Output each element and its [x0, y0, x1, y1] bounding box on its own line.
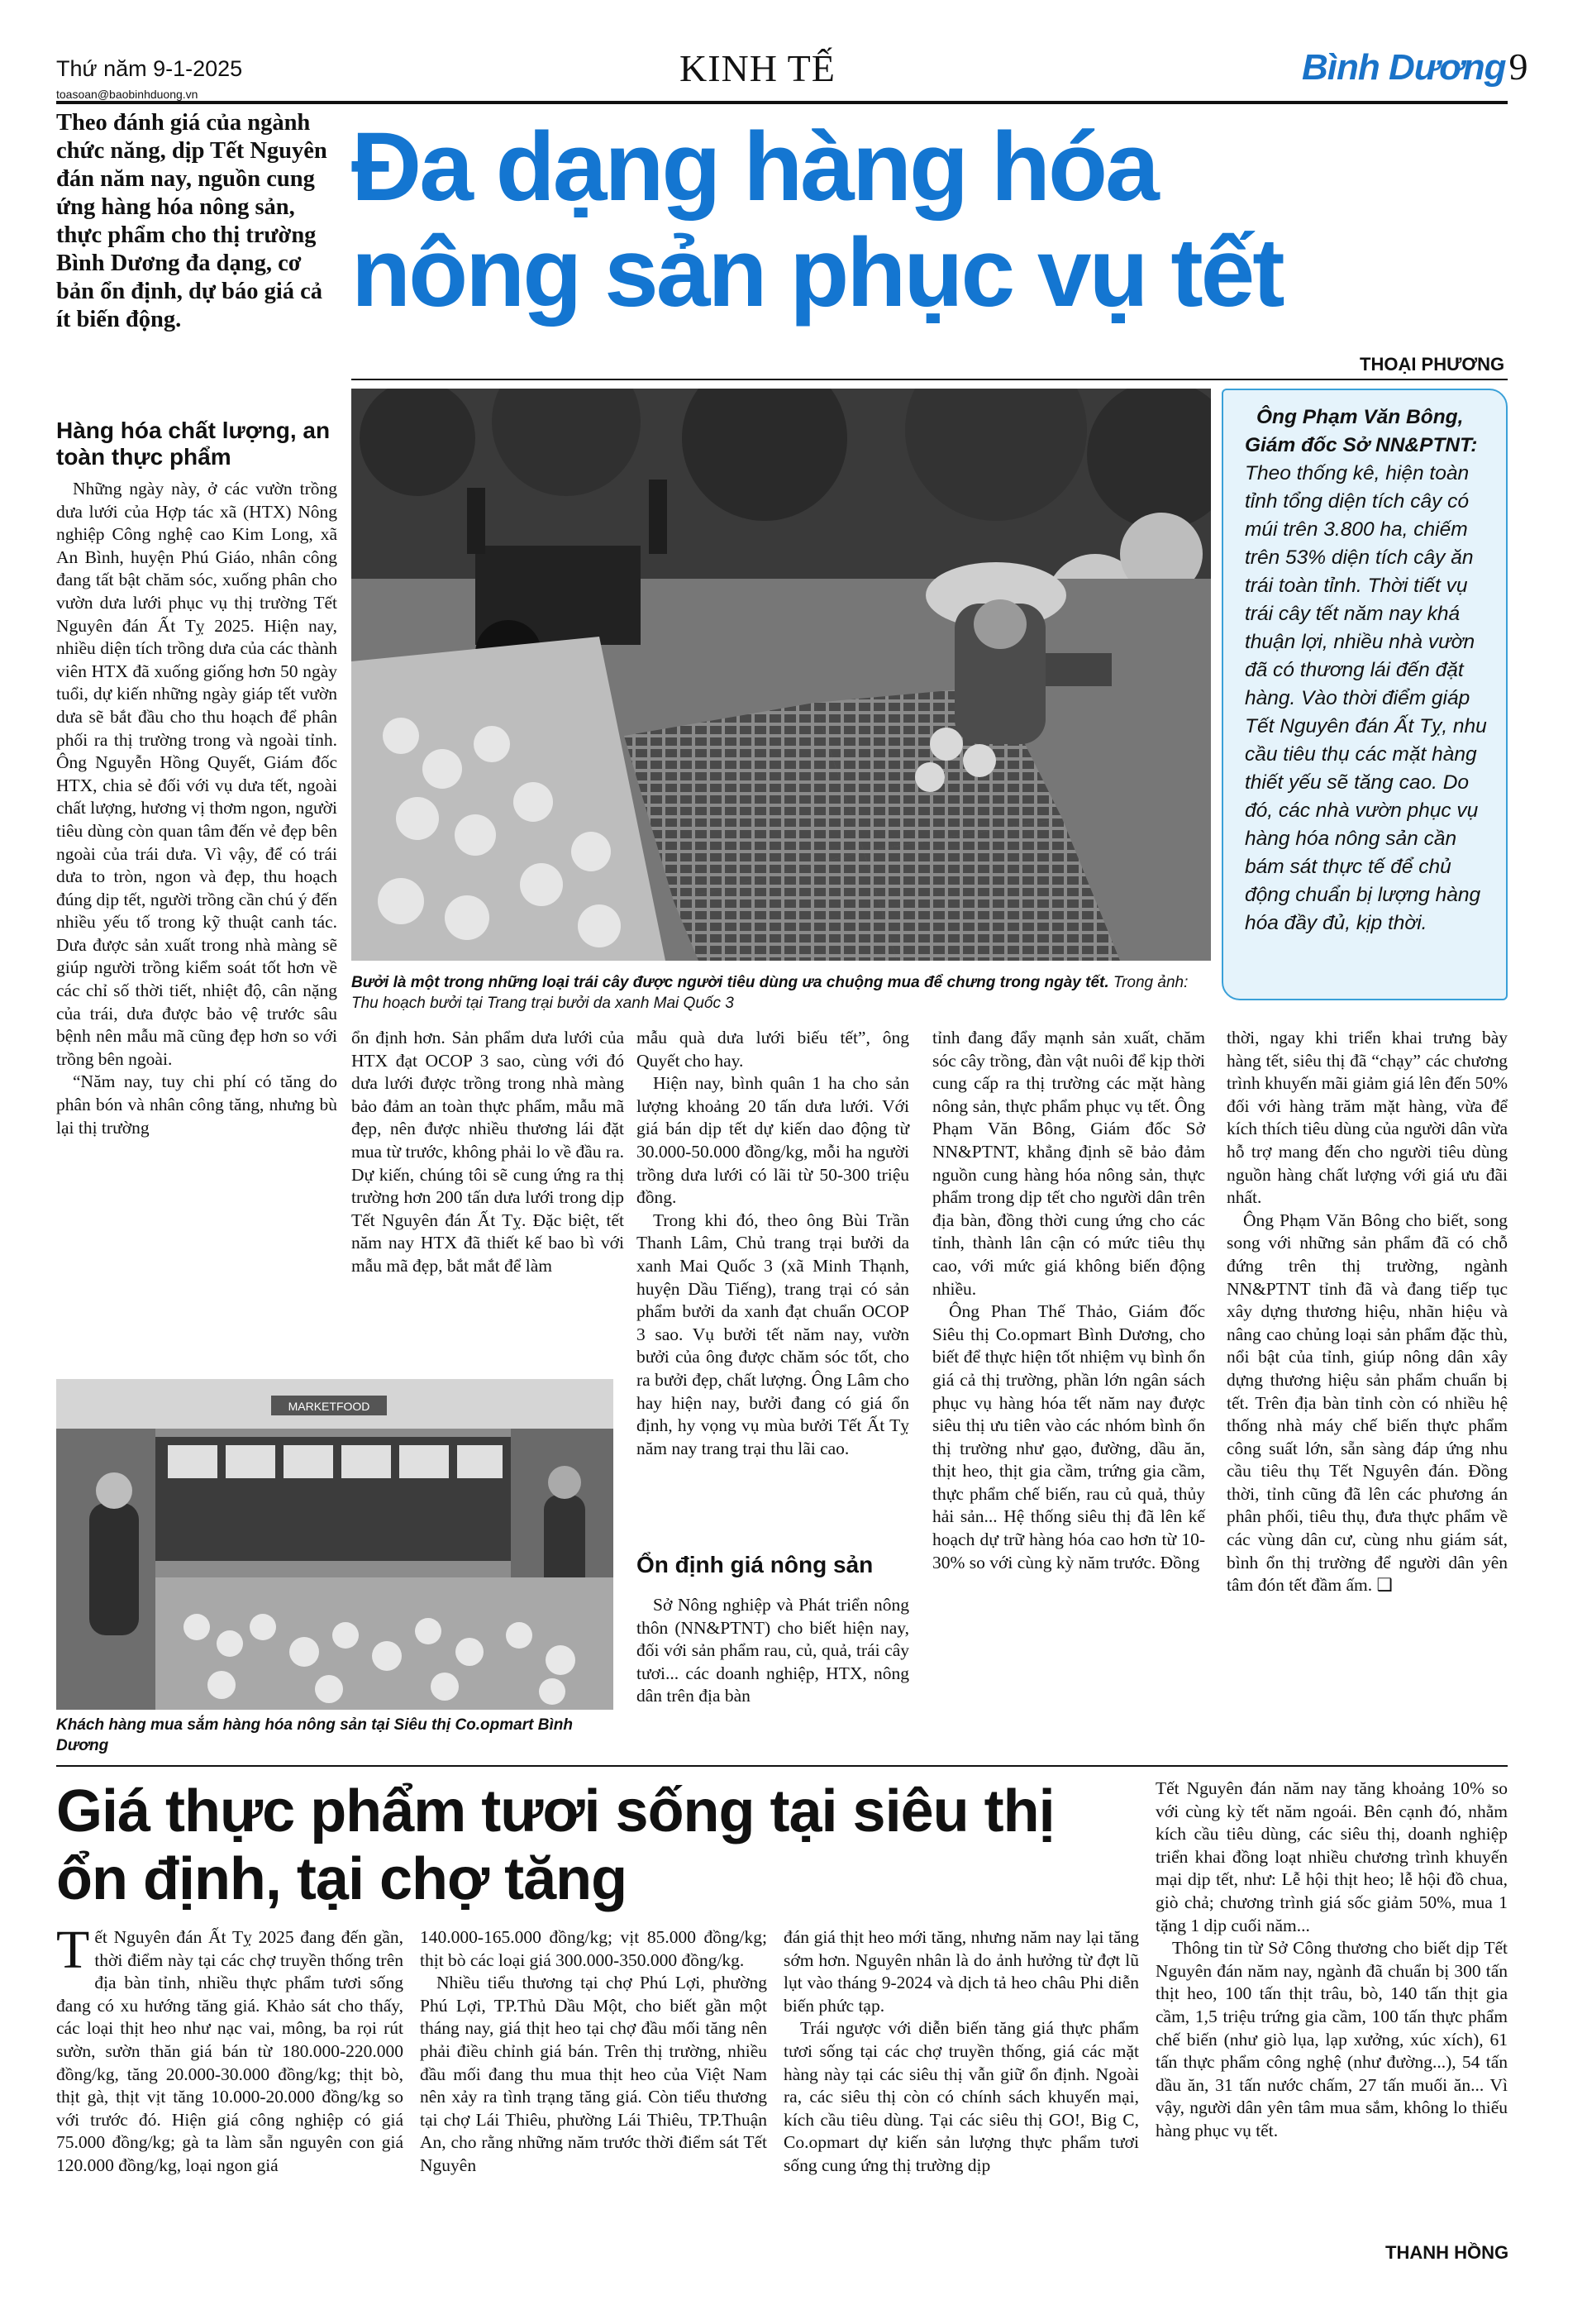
article2-byline: THANH HỒNG [1385, 2242, 1509, 2263]
paragraph: Những ngày này, ở các vườn trồng dưa lưới của Hợp tác xã (HTX) Nông nghiệp Công nghệ cao Kim Long, xã An Bình, huyện Phú Giáo, nhân công đang tất bật chăm sóc, xuống phân cho vườn dưa lưới phục vụ thị trường Tết Nguyên đán Ất Tỵ 2025. Hiện nay, nhiều diện tích trồng dưa của các thành viên HTX đã xuống giống hơn 50 ngày tuổi, dự kiến những ngày giáp tết vườn dưa sẽ bắt đầu cho thu hoạch để phân phối ra thị trường trong và ngoài tỉnh. Ông Nguyễn Hồng Quyết, Giám đốc HTX, chia sẻ đối với vụ dưa tết, ngoài chất lượng, hương vị thơm ngon, người tiêu dùng còn quan tâm đến vẻ đẹp bên ngoài của trái dưa. Vì vậy, để có trái dưa to tròn, ngon và đẹp, thu hoạch đúng dịp tết, người trồng cần chú ý đến nhiều yếu tố trong kỹ thuật canh tác. Dưa được sản xuất trong nhà màng sẽ giúp người trồng kiểm soát tốt hơn về các chỉ số thời tiết, nhiệt độ, cân nặng của trái, dưa được bảo vệ trước sâu bệnh nên mẫu mã cũng đẹp hơn so với trồng bên ngoài. [56, 479, 337, 1069]
article1-col1 [56, 478, 337, 1139]
paragraph: đán giá thịt heo mới tăng, nhưng năm nay lại tăng sớm hơn. Nguyên nhân là do ảnh hưởng từ đợt lũ lụt vào tháng 9-2024 và dịch tả heo châu Phi diễn biến phức tạp. [784, 1927, 1139, 2016]
paragraph: Ông Phan Thế Thảo, Giám đốc Siêu thị Co.opmart Bình Dương, cho biết để thực hiện tốt nhiệm vụ bình ổn giá cả thị trường, phần lớn ngân sách phục vụ hàng hóa tết năm nay được siêu thị ưu tiên vào các nhóm bình ổn thị trường như gạo, đường, dầu ăn, thịt heo, thịt gia cầm, trứng gia cầm, thực phẩm chế biến, rau củ quả, thủy hải sản... Hệ thống siêu thị đã lên kế hoạch dự trữ hàng hóa cao hơn từ 10-30% so với cùng kỳ năm trước. Đồng [932, 1301, 1205, 1572]
drop-cap: T [56, 1920, 90, 1980]
photo1-caption [351, 972, 1211, 1014]
article1-title-line1: Đa dạng hàng hóa [351, 112, 1157, 222]
caption-rest: Trong ảnh: Thu hoạch bưởi tại Trang trại bưởi da xanh Mai Quốc 3 [351, 974, 1189, 1012]
paragraph: Hiện nay, bình quân 1 ha cho sản lượng khoảng 20 tấn dưa lưới. Với giá bán dịp tết dự kiến dao động từ 30.000-50.000 đồng/kg, mỗi ha người trồng dưa lưới có lãi từ 50-300 triệu đồng. [636, 1073, 909, 1208]
paragraph [56, 1920, 403, 2178]
article2-col2 [420, 1926, 767, 2178]
subheading-price-stability: Ổn định giá nông sản [636, 1552, 874, 1577]
paragraph: Thông tin từ Sở Công thương cho biết dịp Tết Nguyên đán năm nay, ngành đã chuẩn bị 300 tấn thịt heo, 100 tấn thịt trâu, bò, 140 tấn thịt gia cầm, 1,5 triệu trứng gia cầm, 100 tấn thực phẩm chế biến (như giò lụa, lạp xưởng, xúc xích), 61 tấn thực phẩm công nghệ (như đường...), 54 tấn dầu ăn, 31 tấn nước chấm, 27 tấn muối ăn... Vì vậy, người dân yên tâm mua sắm, không lo thiếu hàng phục vụ tết. [1156, 1938, 1508, 2140]
paragraph: Nhiều tiểu thương tại chợ Phú Lợi, phường Phú Lợi, TP.Thủ Dầu Một, cho biết gần một tháng nay, giá thịt heo tại chợ đầu mối tăng nên phải điều chỉnh giá bán. Trên thị trường, nhiều đầu mối đang thu mua thịt heo của Việt Nam nên xảy ra tình trạng tăng giá. Còn tiểu thương tại chợ Lái Thiêu, phường Lái Thiêu, TP.Thuận An, cho rằng những năm trước thời điểm sát Tết Nguyên [420, 1973, 767, 2175]
article1-byline: THOẠI PHƯƠNG [1360, 354, 1505, 375]
article2-col3 [784, 1926, 1139, 2178]
byline-rule [351, 379, 1508, 380]
article-separator [56, 1765, 1508, 1767]
photo2-caption [56, 1715, 613, 1756]
article2-col1 [56, 1920, 403, 2178]
paragraph-text: ết Nguyên đán Ất Tỵ 2025 đang đến gần, thời điểm này tại các chợ truyền thống trên địa bàn tỉnh, nhiều thực phẩm tươi sống đang có xu hướng tăng giá. Khảo sát cho thấy, các loại thịt heo như nạc vai, mông, ba rọi rút sườn, sườn thăn giá bán từ 180.000-220.000 đồng/kg, tăng 20.000-30.000 đồng/kg; thịt bò, thịt gà, thịt vịt tăng 10.000-20.000 đồng/kg so với trước đó. Hiện giá công nghiệp có giá 75.000 đồng/kg; gà ta làm sẵn nguyên con giá 120.000 đồng/kg, loại ngon giá [56, 1927, 403, 2175]
article2-col4 [1156, 1778, 1508, 2143]
article1-col3-cont [636, 1594, 909, 1708]
paragraph: Tết Nguyên đán năm nay tăng khoảng 10% so với cùng kỳ tết năm ngoái. Bên cạnh đó, nhằm kích cầu tiêu dùng, các siêu thị, doanh nghiệp triển khai đồng loạt nhiều chương trình khuyến mại dịp tết, như: Lễ hội thịt heo; lễ hội đồ chua, giò chả; chương trình giá sốc giảm 50%, mua 1 tặng 1 dịp cuối năm... [1156, 1778, 1508, 1935]
caption-bold: Khách hàng mua sắm hàng hóa nông sản tại Siêu thị Co.opmart Bình Dương [56, 1716, 573, 1754]
end-mark: ❑ [1376, 1575, 1393, 1596]
article1-col4 [932, 1027, 1205, 1574]
paragraph: mẫu quà dưa lưới biếu tết”, ông Quyết cho hay. [636, 1028, 909, 1071]
paragraph: Sở Nông nghiệp và Phát triển nông thôn (NN&PTNT) cho biết hiện nay, đối với sản phẩm rau, củ, quả, trái cây tươi... các doanh nghiệp, HTX, nông dân trên địa bàn [636, 1595, 909, 1706]
paragraph: tỉnh đang đẩy mạnh sản xuất, chăm sóc cây trồng, đàn vật nuôi để kịp thời cung cấp ra thị trường các mặt hàng nông sản, thực phẩm phục vụ tết. Ông Phạm Văn Bông, Giám đốc Sở NN&PTNT, khẳng định sẽ bảo đảm nguồn cung hàng hóa nông sản, thực phẩm trong dịp tết cho người dân trên địa bàn, đồng thời cung ứng cho các tỉnh, thành lân cận có mức tiêu thụ cao, với mức giá không biến động nhiều. [932, 1028, 1205, 1299]
article1-lead: Theo đánh giá của ngành chức năng, dịp Tết Nguyên đán năm nay, nguồn cung ứng hàng hóa nông sản, thực phẩm cho thị trường Bình Dương đa dạng, cơ bản ổn định, dự báo giá cả ít biến động. [56, 110, 327, 332]
caption-bold: Bưởi là một trong những loại trái cây được người tiêu dùng ưa chuộng mua để chưng trong ngày tết. [351, 974, 1109, 991]
issue-date: Thứ năm 9-1-2025 [56, 56, 243, 81]
quote-box [1222, 389, 1508, 1000]
header-rule [56, 101, 1508, 104]
article1-col3 [636, 1027, 909, 1460]
pomelo-harvest-illustration [351, 389, 1211, 961]
brand-block [1302, 45, 1527, 88]
paragraph-text: Ông Phạm Văn Bông cho biết, song song với những sản phẩm đã có chỗ đứng trên thị trường, ngành NN&PTNT tỉnh đã và đang tiếp tục xây dựng thương hiệu, nhãn hiệu và nâng cao chủng loại sản phẩm đặc thù, nổi bật của tỉnh, giúp nông dân xây dựng thương hiệu sản phẩm chuẩn bị tết. Trên địa bàn tỉnh còn có nhiều hệ thống nhà máy chế biến thực phẩm công suất lớn, sẵn sàng đáp ứng nhu cầu tiêu thụ Tết Nguyên đán. Đồng thời, tỉnh cũng đã lên các phương án phân phối, tiêu thụ, đưa thực phẩm về các vùng dân cư, cùng nhu giám sát, bình ổn thị trường để người dân yên tâm đón tết đầm ấm. [1227, 1210, 1508, 1596]
paragraph: Trong khi đó, theo ông Bùi Trần Thanh Lâm, Chủ trang trại bưởi da xanh Mai Quốc 3 (xã Minh Thạnh, huyện Dầu Tiếng), trang trại có sản phẩm bưởi da xanh đạt chuẩn OCOP 3 sao. Vụ bưởi tết năm nay, vườn bưởi của ông được chăm sóc tốt, cho ra bưởi đẹp, chất lượng. Ông Lâm cho hay hiện nay, bưởi đang có giá ổn định, hy vọng vụ mùa bưởi Tết Ất Tỵ năm nay trang trại thu lãi cao. [636, 1210, 909, 1458]
page-number: 9 [1508, 45, 1528, 88]
photo-pomelo-harvest [351, 389, 1211, 961]
supermarket-illustration [56, 1379, 613, 1710]
article2-title-line2: ổn định, tại chợ tăng [56, 1846, 627, 1912]
paragraph: ổn định hơn. Sản phẩm dưa lưới của HTX đạt OCOP 3 sao, cùng với đó dưa lưới được trồng trong nhà màng bảo đảm an toàn thực phẩm, mẫu mã đẹp, nên được nhiều thương lái đặt mua từ trước, không phải lo về đầu ra. Dự kiến, chúng tôi sẽ cung ứng ra thị trường hơn 200 tấn dưa lưới trong dịp Tết Nguyên đán Ất Tỵ. Đặc biệt, tết năm nay HTX đã thiết kế bao bì với mẫu mã đẹp, bắt mắt để làm [351, 1028, 624, 1276]
article2-title-line1: Giá thực phẩm tươi sống tại siêu thị [56, 1778, 1055, 1844]
quote-speaker: Ông Phạm Văn Bông, Giám đốc Sở NN&PTNT: [1245, 406, 1478, 456]
market-sign: MARKETFOOD [288, 1400, 370, 1413]
paragraph: “Năm nay, tuy chi phí có tăng do phân bón và nhân công tăng, nhưng bù lại thị trường [56, 1071, 337, 1138]
paragraph: 140.000-165.000 đồng/kg; vịt 85.000 đồng/kg; thịt bò các loại giá 300.000-350.000 đồng/kg. [420, 1927, 767, 1970]
newsroom-email: toasoan@baobinhduong.vn [56, 88, 198, 101]
quote-text: Theo thống kê, hiện toàn tỉnh tổng diện tích cây có múi trên 3.800 ha, chiếm trên 53% diện tích cây ăn trái toàn tỉnh. Thời tiết vụ trái cây tết năm nay khá thuận lợi, nhiều nhà vườn đã có thương lái đến đặt hàng. Vào thời điểm giáp Tết Nguyên đán Ất Tỵ, nhu cầu tiêu thụ các mặt hàng thiết yếu sẽ tăng cao. Do đó, các nhà vườn phục vụ hàng hóa nông sản cần bám sát thực tế để chủ động chuẩn bị lượng hàng hóa đầy đủ, kịp thời. [1245, 462, 1487, 934]
paragraph [1227, 1210, 1508, 1597]
photo-supermarket [56, 1379, 613, 1710]
paragraph: Trái ngược với diễn biến tăng giá thực phẩm tươi sống tại các chợ truyền thống, giá các mặt hàng này tại các siêu thị vẫn giữ ổn định. Ngoài ra, các siêu thị còn có chính sách khuyến mại, kích cầu tiêu dùng. Tại các siêu thị GO!, Big C, Co.opmart dự kiến sản lượng thực phẩm tươi sống cung ứng thị trường dịp [784, 2018, 1139, 2175]
section-name: KINH TẾ [679, 47, 836, 89]
paragraph: thời, ngay khi triển khai trưng bày hàng tết, siêu thị đã “chạy” các chương trình khuyến mãi giảm giá lên đến 50% đối với hàng trăm mặt hàng, vừa để kích thích tiêu dùng của người dân vừa hỗ trợ mang đến cho người tiêu dùng nguồn hàng chất lượng với giá ưu đãi nhất. [1227, 1028, 1508, 1208]
brand-logo: Bình Dương [1302, 47, 1506, 88]
article1-title-line2: nông sản phục vụ tết [351, 218, 1283, 327]
article1-col5 [1227, 1027, 1508, 1597]
subheading-quality: Hàng hóa chất lượng, an toàn thực phẩm [56, 418, 331, 470]
article1-col2 [351, 1027, 624, 1278]
